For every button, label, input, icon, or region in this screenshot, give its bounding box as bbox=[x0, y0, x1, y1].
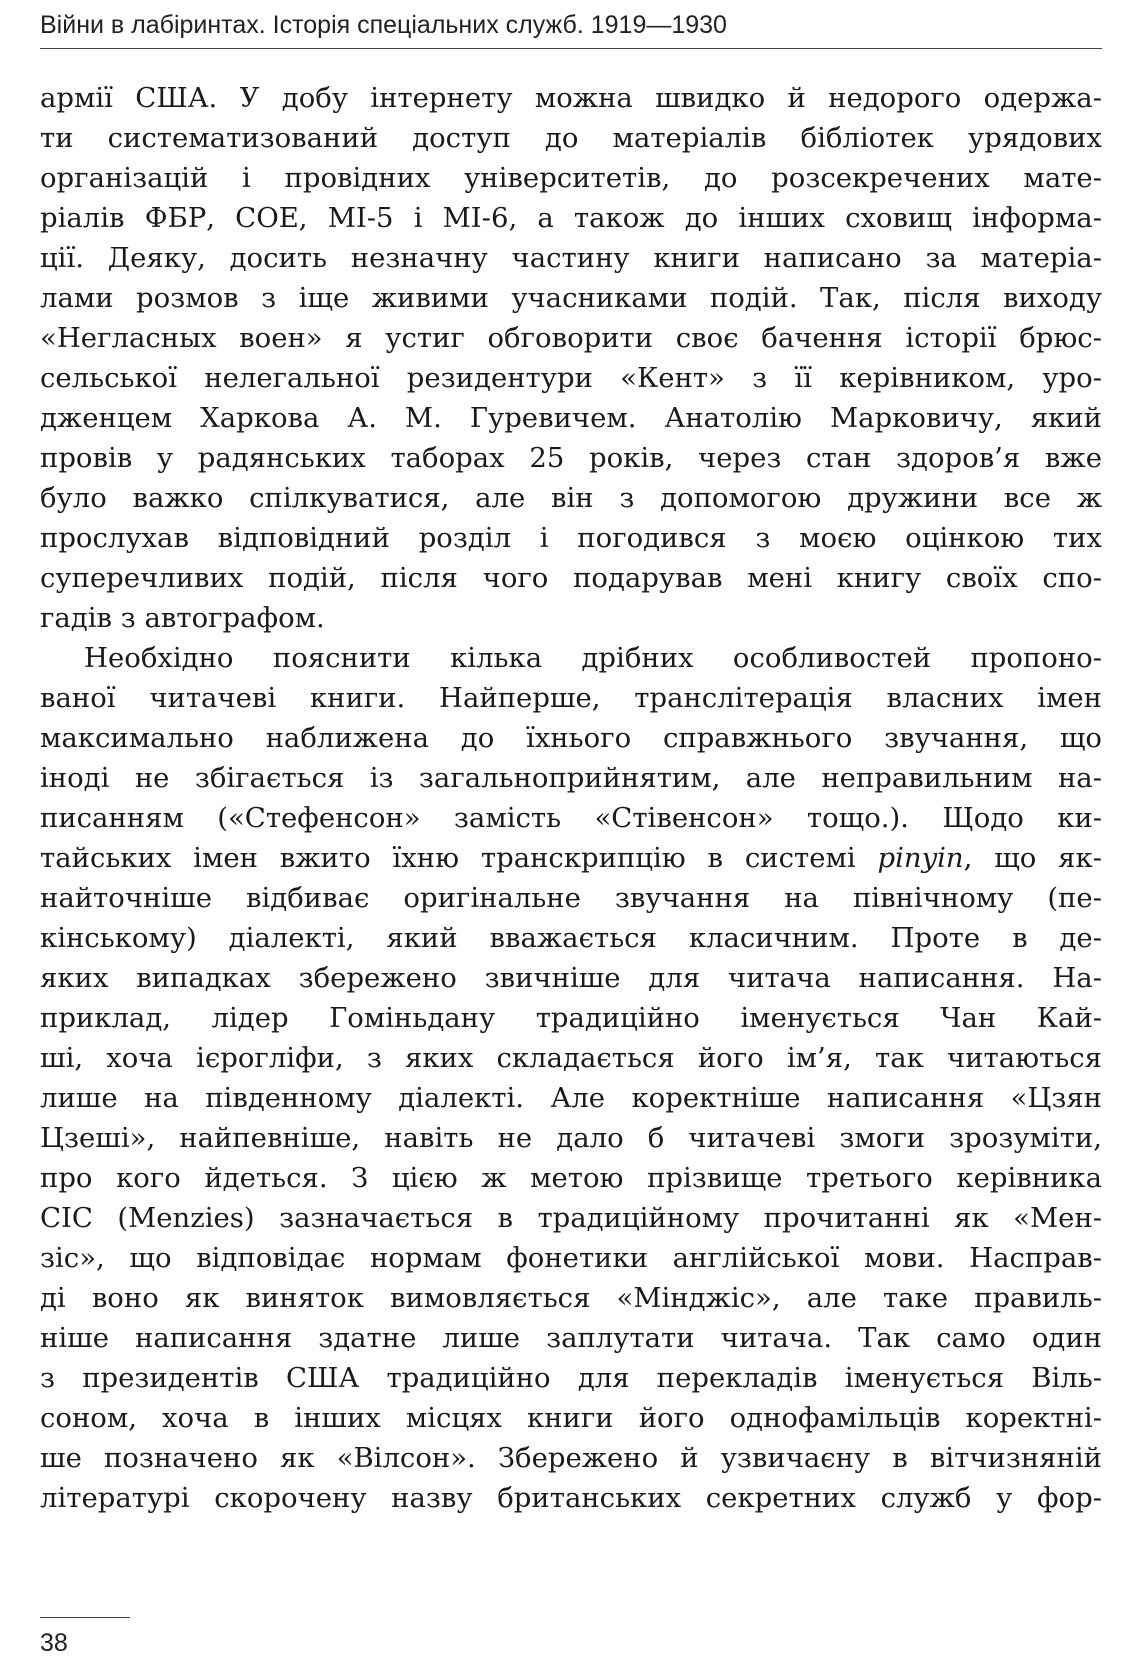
text-line: ріалів ФБР, СОЕ, МІ-5 і МІ-6, а також до інших сховищ інформа- bbox=[40, 202, 1102, 234]
text-line: «Негласных воен» я устиг обговорити своє бачення історії брюс- bbox=[40, 322, 1102, 354]
text-line: лише на південному діалекті. Але коректніше написання «Цзян bbox=[40, 1082, 1102, 1114]
footer-divider bbox=[40, 1617, 130, 1618]
text-line: сельської нелегальної резидентури «Кент» з її керівником, уро- bbox=[40, 362, 1102, 394]
italic-term: pinyin bbox=[877, 842, 964, 874]
text-line: ніше написання здатне лише заплутати читача. Так само один bbox=[40, 1322, 1102, 1354]
text-line: приклад, лідер Гоміньдану традиційно іменується Чан Кай- bbox=[40, 1002, 1102, 1034]
text-line: найточніше відбиває оригінальне звучання на північному (пе- bbox=[40, 882, 1102, 914]
text-line: дженцем Харкова А. М. Гуревичем. Анатолію Марковичу, який bbox=[40, 402, 1102, 434]
text-line: яких випадках збережено звичніше для читача написання. На- bbox=[40, 962, 1102, 994]
text-line: ші, хоча ієрогліфи, з яких складається його ім’я, так читаються bbox=[40, 1042, 1102, 1074]
text-line: організацій і провідних університетів, до розсекречених мате- bbox=[40, 162, 1102, 194]
text-line: писанням («Стефенсон» замість «Стівенсон» тощо.). Щодо ки- bbox=[40, 802, 1102, 834]
text-line: про кого йдеться. З цією ж метою прізвище третього керівника bbox=[40, 1162, 1102, 1194]
text-line: ше позначено як «Вілсон». Збережено й узвичаєну в вітчизняній bbox=[40, 1442, 1102, 1474]
text-line: зіс», що відповідає нормам фонетики англійської мови. Насправ- bbox=[40, 1242, 1102, 1274]
paragraph-first-line: Необхідно пояснити кілька дрібних особливостей пропоно- bbox=[84, 642, 1102, 674]
body-text bbox=[40, 78, 1102, 1518]
text-line: кінському) діалекті, який вважається класичним. Проте в де- bbox=[40, 922, 1102, 954]
text-line: суперечливих подій, після чого подарував мені книгу своїх спо- bbox=[40, 562, 1102, 594]
text-line: ти систематизований доступ до матеріалів бібліотек урядових bbox=[40, 122, 1102, 154]
text-line: літературі скорочену назву британських секретних служб у фор- bbox=[40, 1482, 1102, 1514]
text-line: провів у радянських таборах 25 років, через стан здоров’я вже bbox=[40, 442, 1102, 474]
text-line-with-italic: тайських імен вжито їхню транскрипцію в системі pinyin, що як- bbox=[40, 842, 1102, 874]
page-number: 38 bbox=[40, 1629, 68, 1657]
header-divider bbox=[40, 48, 1102, 49]
text-line: максимально наближена до їхнього справжнього звучання, що bbox=[40, 722, 1102, 754]
text-line: гадів з автографом. bbox=[40, 602, 325, 634]
text-line: іноді не збігається із загальноприйнятим, але неправильним на- bbox=[40, 762, 1102, 794]
text-line: соном, хоча в інших місцях книги його однофамільців коректні- bbox=[40, 1402, 1102, 1434]
running-title: Війни в лабіринтах. Історія спеціальних служб. 1919—1930 bbox=[40, 11, 727, 39]
text-line: з президентів США традиційно для перекладів іменується Віль- bbox=[40, 1362, 1102, 1394]
text-line: прослухав відповідний розділ і погодився з моєю оцінкою тих bbox=[40, 522, 1102, 554]
text-line: ді воно як виняток вимовляється «Мінджіс», але таке правиль- bbox=[40, 1282, 1102, 1314]
text-line: СІС (Menzies) зазначається в традиційному прочитанні як «Мен- bbox=[40, 1202, 1102, 1234]
text-line: армії США. У добу інтернету можна швидко й недорого одержа- bbox=[40, 82, 1102, 114]
text-line: Цзеші», найпевніше, навіть не дало б читачеві змоги зрозуміти, bbox=[40, 1122, 1102, 1154]
text-line: було важко спілкуватися, але він з допомогою дружини все ж bbox=[40, 482, 1102, 514]
text-line: ваної читачеві книги. Найперше, транслітерація власних імен bbox=[40, 682, 1102, 714]
text-line: ції. Деяку, досить незначну частину книги написано за матеріа- bbox=[40, 242, 1102, 274]
text-line: лами розмов з іще живими учасниками подій. Так, після виходу bbox=[40, 282, 1102, 314]
